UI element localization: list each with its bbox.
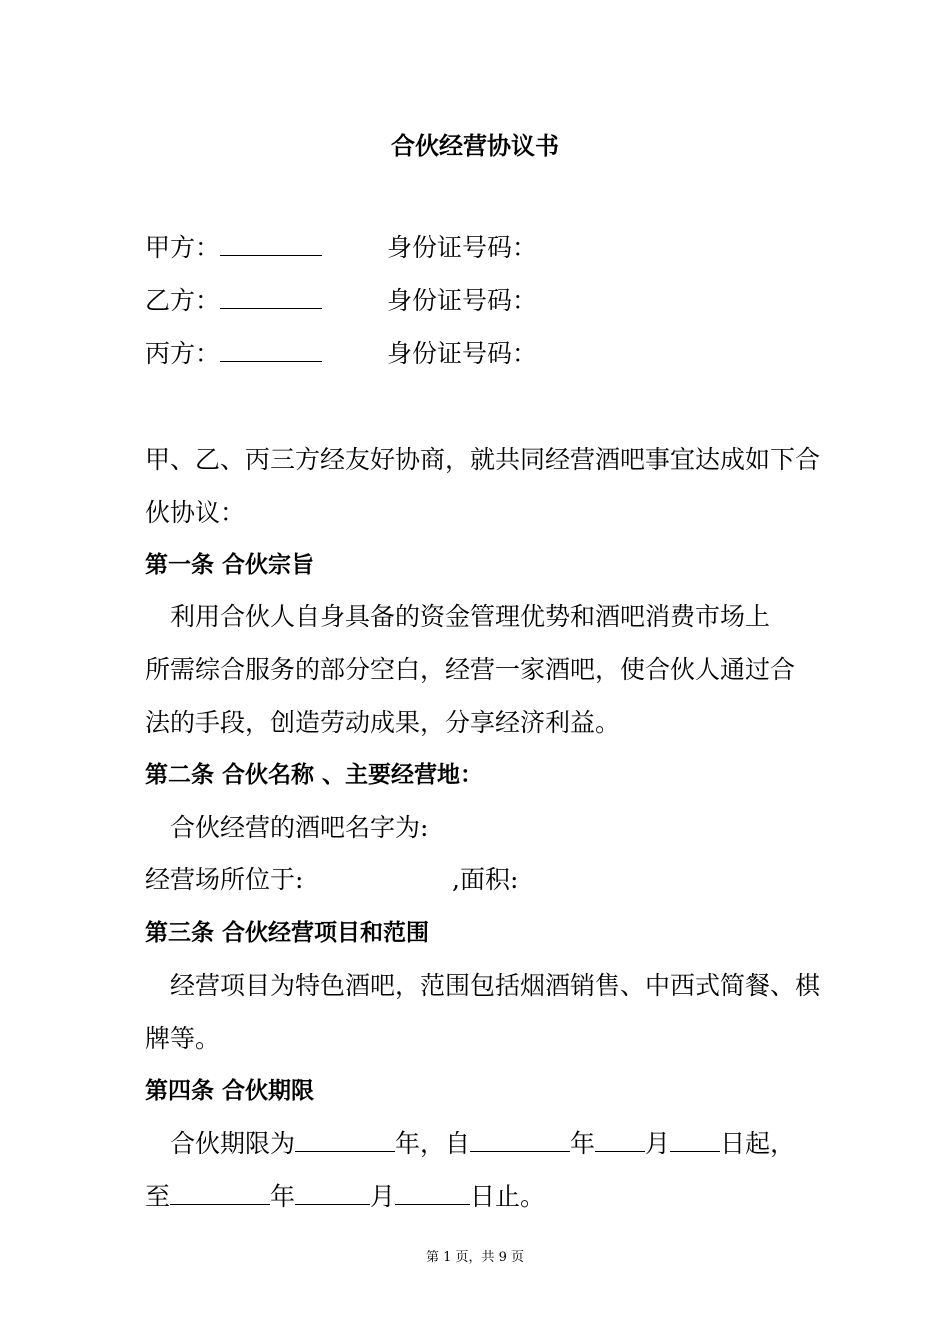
article-1-heading: 第一条 合伙宗旨: [145, 552, 315, 578]
article-3-line-2: 牌等。: [145, 1024, 221, 1053]
intro-line-2: 伙协议：: [145, 498, 246, 527]
end-year-unit: 年: [270, 1182, 296, 1211]
end-day-blank: [395, 1182, 470, 1205]
start-month-blank: [595, 1129, 645, 1152]
term-years-blank: [295, 1129, 395, 1152]
article-2-name-line: 合伙经营的酒吧名字为:: [170, 813, 429, 842]
article-4-line-2: [145, 1180, 545, 1214]
end-label: 至: [145, 1182, 171, 1211]
term-label: 合伙期限为: [170, 1129, 296, 1158]
article-1-line-1: 利用合伙人自身具备的资金管理优势和酒吧消费市场上: [170, 602, 771, 631]
party-c-id-label: 身份证号码：: [387, 339, 538, 368]
party-b-row: [145, 284, 322, 318]
article-1-line-2: 所需综合服务的部分空白，经营一家酒吧，使合伙人通过合: [145, 655, 796, 684]
document-title: 合伙经营协议书: [391, 132, 559, 160]
party-a-label: 甲方：: [145, 233, 221, 262]
start-year-blank: [470, 1129, 570, 1152]
party-a-row: [145, 231, 322, 265]
party-b-blank: [220, 286, 322, 309]
party-c-blank: [220, 339, 322, 362]
term-years-unit: 年，自: [395, 1129, 471, 1158]
page-footer: 第 1 页，共 9 页: [425, 1250, 525, 1265]
start-year-unit: 年: [570, 1129, 596, 1158]
end-year-blank: [170, 1182, 270, 1205]
start-month-unit: 月: [645, 1129, 671, 1158]
party-c-label: 丙方：: [145, 339, 221, 368]
party-b-label: 乙方：: [145, 286, 221, 315]
start-day-unit: 日起，: [720, 1129, 796, 1158]
end-month-unit: 月: [370, 1182, 396, 1211]
article-1-line-3: 法的手段，创造劳动成果，分享经济利益。: [145, 708, 621, 737]
article-2-heading: 第二条 合伙名称 、主要经营地：: [145, 762, 484, 788]
end-month-blank: [295, 1182, 370, 1205]
party-a-blank: [220, 233, 322, 256]
article-4-heading: 第四条 合伙期限: [145, 1078, 315, 1104]
intro-line-1: 甲、乙、丙三方经友好协商，就共同经营酒吧事宜达成如下合: [145, 445, 821, 474]
article-4-line-1: [170, 1127, 795, 1161]
start-day-blank: [670, 1129, 720, 1152]
party-b-id-label: 身份证号码：: [387, 286, 538, 315]
article-3-line-1: 经营项目为特色酒吧，范围包括烟酒销售、中西式简餐、棋: [170, 971, 821, 1000]
party-a-id-label: 身份证号码：: [387, 233, 538, 262]
article-3-heading: 第三条 合伙经营项目和范围: [145, 920, 430, 946]
article-2-location-label: 经营场所位于:: [145, 865, 304, 894]
party-c-row: [145, 337, 322, 371]
end-day-unit: 日止。: [470, 1182, 546, 1211]
article-2-area-label: ,面积:: [452, 865, 519, 894]
